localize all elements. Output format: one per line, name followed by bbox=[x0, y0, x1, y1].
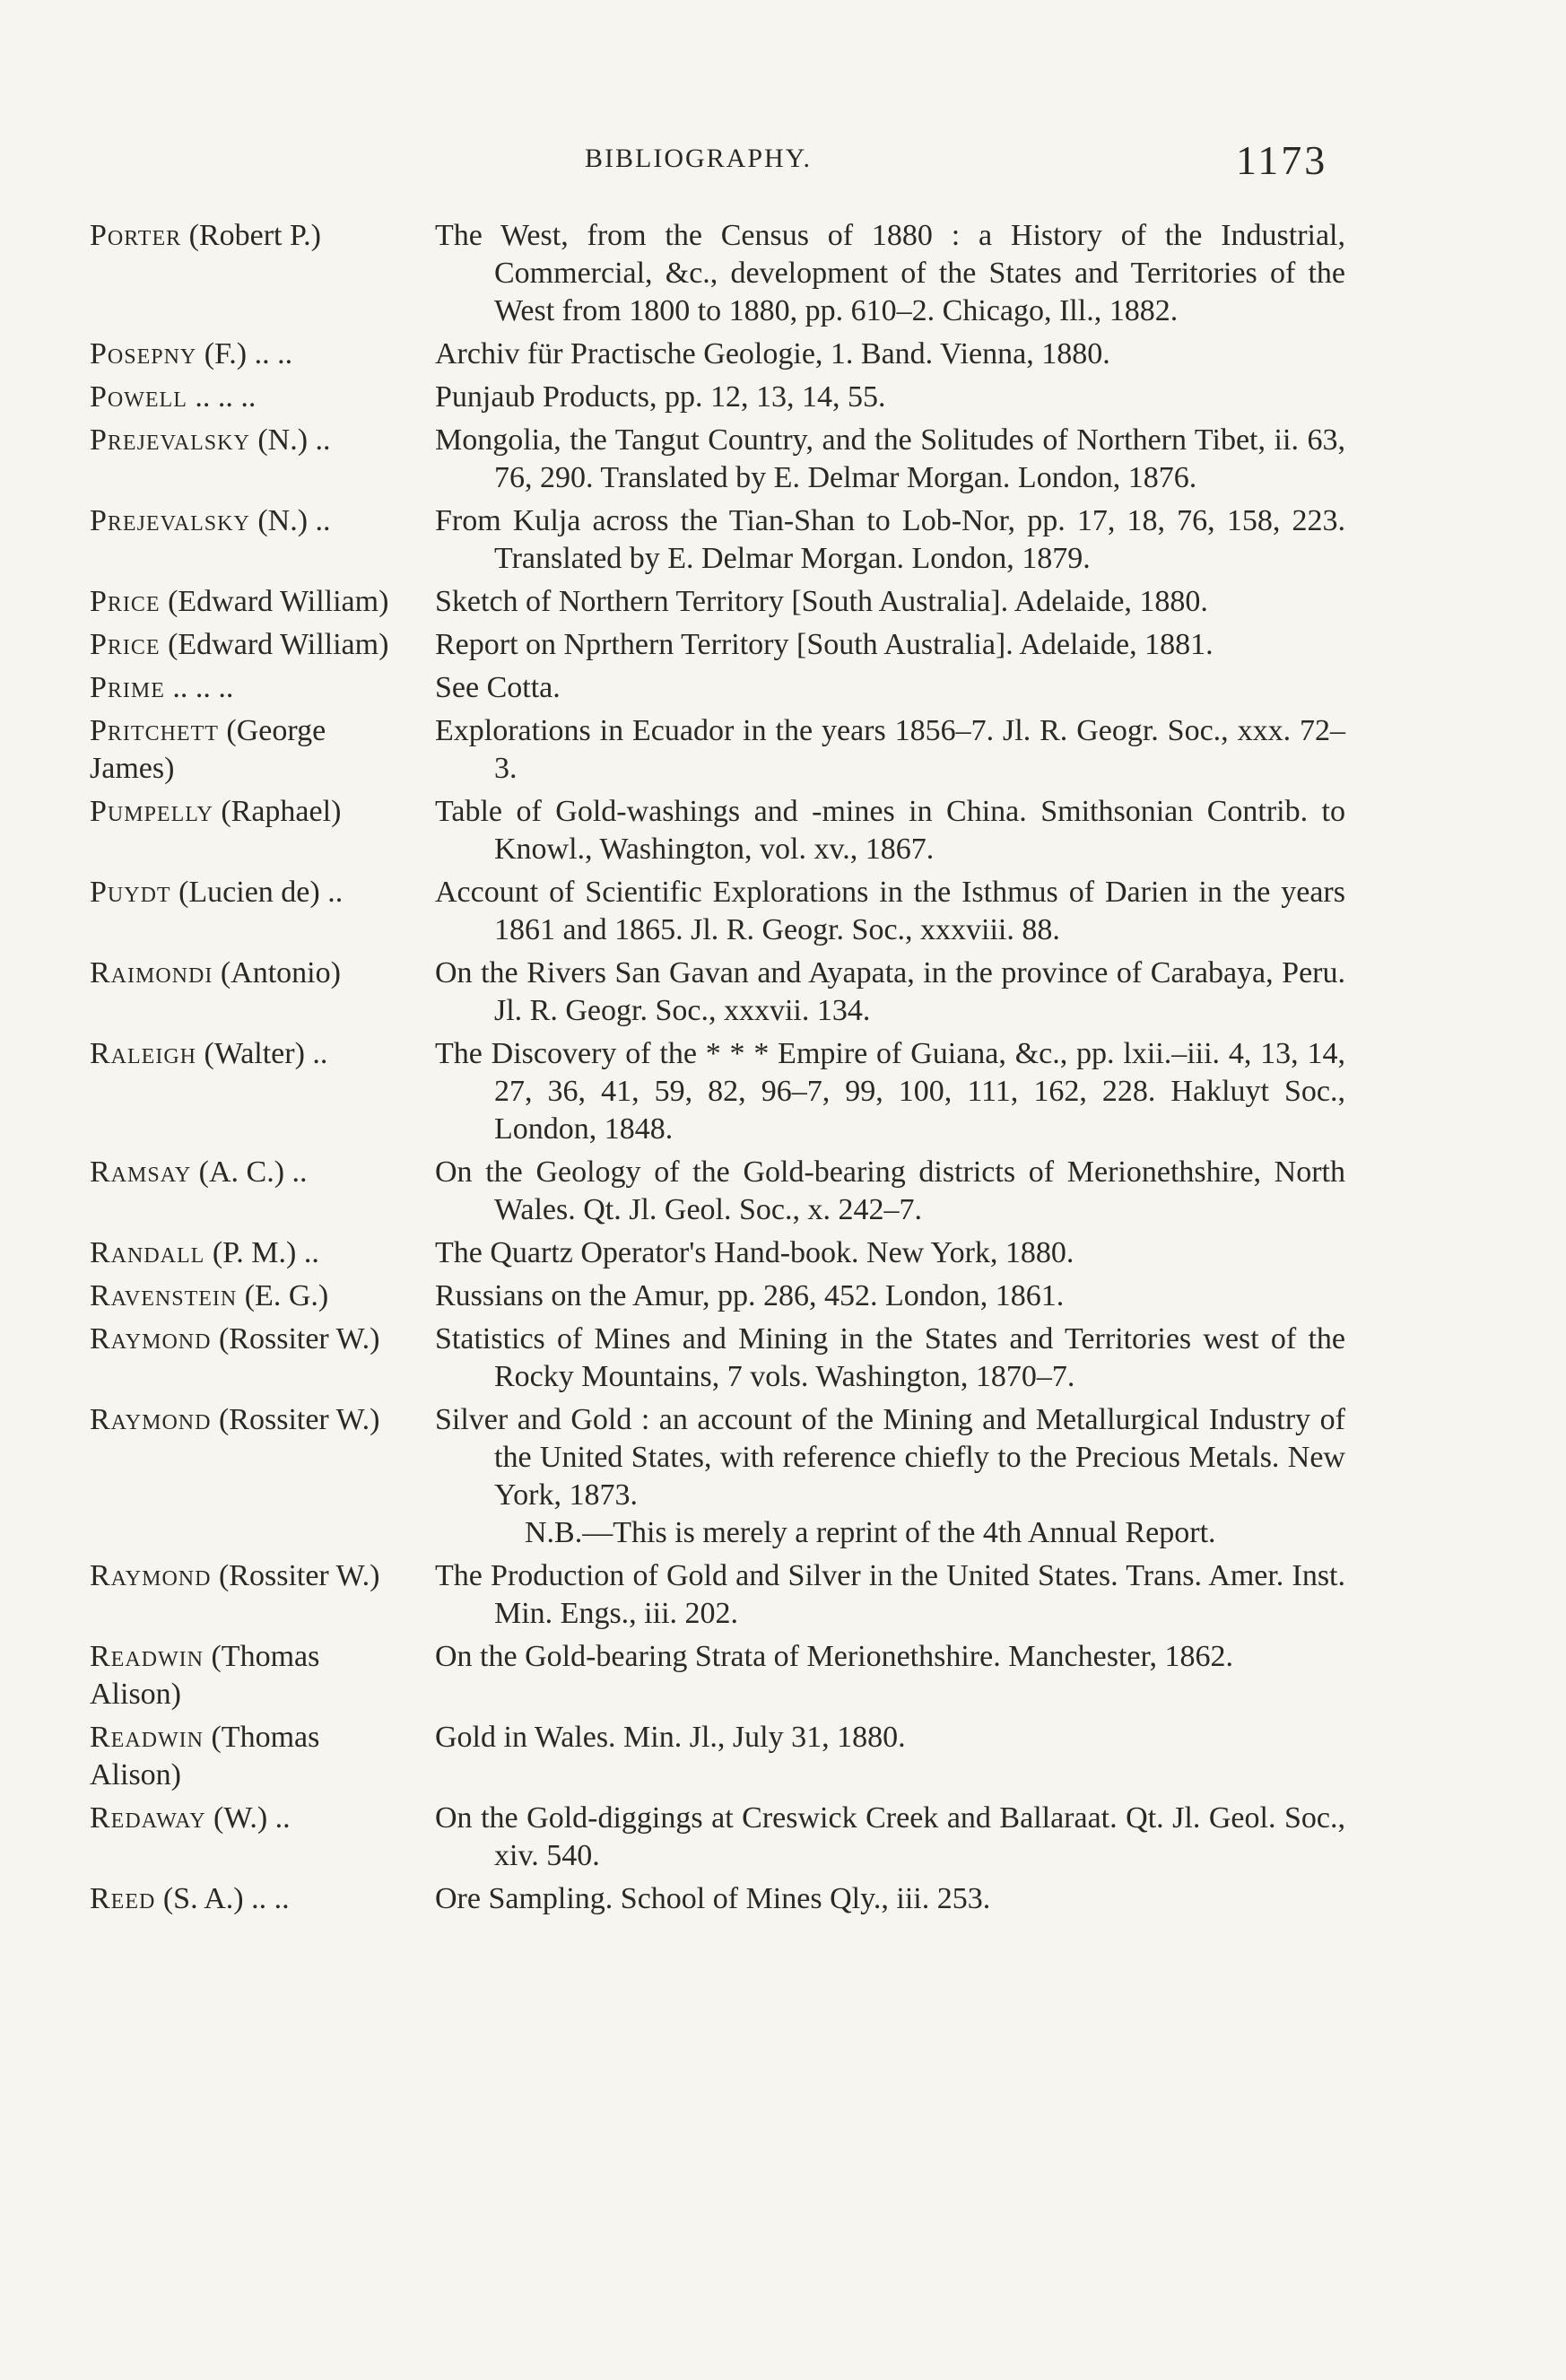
entry-work: The Production of Gold and Silver in the United States. Trans. Amer. Inst. Min. Engs., iii. 202. bbox=[435, 1559, 1345, 1630]
entry-work: Silver and Gold : an account of the Mining and Metallurgical Industry of the United States, with reference chiefly to the Precious Metals. New York, 1873. N.B.—This is merely a reprint of the 4th Annual Report. bbox=[435, 1401, 1345, 1552]
bibliography-entry bbox=[90, 502, 1345, 578]
entry-work: Statistics of Mines and Mining in the States and Territories west of the Rocky Mountains, 7 vols. Washington, 1870–7. bbox=[435, 1322, 1345, 1393]
bibliography-entry bbox=[90, 379, 1345, 416]
bibliography-entry bbox=[90, 1234, 1345, 1272]
entry-author: Raymond (Rossiter W.) bbox=[90, 1559, 380, 1592]
running-title: BIBLIOGRAPHY. bbox=[585, 144, 812, 173]
bibliography-entry bbox=[90, 1638, 1345, 1713]
entry-work: The West, from the Census of 1880 : a History of the Industrial, Commercial, &c., development of the States and Territories of the West from 1800 to 1880, pp. 610–2. Chicago, Ill., 1882. bbox=[435, 219, 1345, 327]
entry-author: Prejevalsky (N.) .. bbox=[90, 423, 331, 457]
entry-author: Pumpelly (Raphael) bbox=[90, 795, 342, 828]
entry-author: Raleigh (Walter) .. bbox=[90, 1037, 328, 1070]
entry-author: Readwin (Thomas Alison) bbox=[90, 1721, 320, 1792]
bibliography-entry bbox=[90, 1800, 1345, 1875]
entry-work: Account of Scientific Explorations in the Isthmus of Darien in the years 1861 and 1865. Jl. R. Geogr. Soc., xxxviii. 88. bbox=[435, 876, 1345, 946]
bibliography-entry bbox=[90, 712, 1345, 788]
page-header bbox=[0, 137, 1566, 206]
bibliography-entry bbox=[90, 1154, 1345, 1229]
entry-author: Raimondi (Antonio) bbox=[90, 956, 341, 989]
entry-author: Raymond (Rossiter W.) bbox=[90, 1322, 380, 1356]
entry-author: Porter (Robert P.) bbox=[90, 219, 321, 252]
entry-work: Punjaub Products, pp. 12, 13, 14, 55. bbox=[435, 380, 886, 414]
entry-work: Explorations in Ecuador in the years 1856–7. Jl. R. Geogr. Soc., xxx. 72–3. bbox=[435, 714, 1345, 785]
bibliography-entry bbox=[90, 1557, 1345, 1633]
entry-work: On the Gold-diggings at Creswick Creek and Ballaraat. Qt. Jl. Geol. Soc., xiv. 540. bbox=[435, 1801, 1345, 1872]
entry-work: The Discovery of the * * * Empire of Guiana, &c., pp. lxii.–iii. 4, 13, 14, 27, 36, 41, 59, 82, 96–7, 99, 100, 111, 162, 228. Hakluyt Soc., London, 1848. bbox=[435, 1037, 1345, 1146]
entry-author: Powell .. .. .. bbox=[90, 380, 257, 414]
bibliography-entry bbox=[90, 874, 1345, 949]
bibliography-entry bbox=[90, 626, 1345, 664]
bibliography-entry bbox=[90, 793, 1345, 868]
entry-work: See Cotta. bbox=[435, 671, 561, 704]
bibliography-entry bbox=[90, 422, 1345, 497]
entry-work: On the Geology of the Gold-bearing districts of Merionethshire, North Wales. Qt. Jl. Geol. Soc., x. 242–7. bbox=[435, 1155, 1345, 1226]
entry-work: Report on Nprthern Territory [South Australia]. Adelaide, 1881. bbox=[435, 628, 1214, 661]
page-number: 1173 bbox=[1236, 137, 1328, 183]
entry-author: Posepny (F.) .. .. bbox=[90, 337, 293, 371]
entry-author: Prejevalsky (N.) .. bbox=[90, 504, 331, 537]
bibliography-entry bbox=[90, 1321, 1345, 1396]
entry-work: On the Gold-bearing Strata of Merionethshire. Manchester, 1862. bbox=[435, 1640, 1233, 1673]
bibliography-entries bbox=[90, 217, 1345, 1923]
entry-author: Ramsay (A. C.) .. bbox=[90, 1155, 308, 1189]
entry-work: Gold in Wales. Min. Jl., July 31, 1880. bbox=[435, 1721, 906, 1754]
bibliography-entry bbox=[90, 1719, 1345, 1794]
entry-work: From Kulja across the Tian-Shan to Lob-Nor, pp. 17, 18, 76, 158, 223. Translated by E. Delmar Morgan. London, 1879. bbox=[435, 504, 1345, 575]
entry-work: On the Rivers San Gavan and Ayapata, in the province of Carabaya, Peru. Jl. R. Geogr. Soc., xxxvii. 134. bbox=[435, 956, 1345, 1027]
bibliography-entry bbox=[90, 217, 1345, 330]
entry-work: Ore Sampling. School of Mines Qly., iii. 253. bbox=[435, 1882, 991, 1915]
entry-work: Russians on the Amur, pp. 286, 452. London, 1861. bbox=[435, 1279, 1065, 1312]
entry-author: Puydt (Lucien de) .. bbox=[90, 876, 344, 909]
bibliography-entry bbox=[90, 955, 1345, 1030]
entry-work: The Quartz Operator's Hand-book. New York, 1880. bbox=[435, 1236, 1074, 1269]
bibliography-entry bbox=[90, 1035, 1345, 1148]
entry-author: Raymond (Rossiter W.) bbox=[90, 1403, 380, 1436]
bibliography-entry bbox=[90, 1880, 1345, 1918]
entry-author: Readwin (Thomas Alison) bbox=[90, 1640, 320, 1711]
entry-author: Prime .. .. .. bbox=[90, 671, 234, 704]
entry-note: N.B.—This is merely a reprint of the 4th Annual Report. bbox=[525, 1516, 1216, 1549]
entry-work: Table of Gold-washings and -mines in China. Smithsonian Contrib. to Knowl., Washington, vol. xv., 1867. bbox=[435, 795, 1345, 866]
entry-author: Randall (P. M.) .. bbox=[90, 1236, 319, 1269]
entry-author: Redaway (W.) .. bbox=[90, 1801, 291, 1835]
bibliography-entry bbox=[90, 583, 1345, 621]
bibliography-entry bbox=[90, 336, 1345, 373]
entry-author: Price (Edward William) bbox=[90, 628, 389, 661]
bibliography-entry bbox=[90, 1277, 1345, 1315]
bibliography-entry bbox=[90, 1401, 1345, 1552]
entry-work: Archiv für Practische Geologie, 1. Band. Vienna, 1880. bbox=[435, 337, 1110, 371]
entry-author: Price (Edward William) bbox=[90, 585, 389, 618]
bibliography-entry bbox=[90, 669, 1345, 707]
entry-author: Ravenstein (E. G.) bbox=[90, 1279, 329, 1312]
entry-work: Sketch of Northern Territory [South Australia]. Adelaide, 1880. bbox=[435, 585, 1208, 618]
entry-author: Reed (S. A.) .. .. bbox=[90, 1882, 290, 1915]
entry-author: Pritchett (George James) bbox=[90, 714, 326, 785]
entry-work: Mongolia, the Tangut Country, and the Solitudes of Northern Tibet, ii. 63, 76, 290. Translated by E. Delmar Morgan. London, 1876. bbox=[435, 423, 1345, 494]
